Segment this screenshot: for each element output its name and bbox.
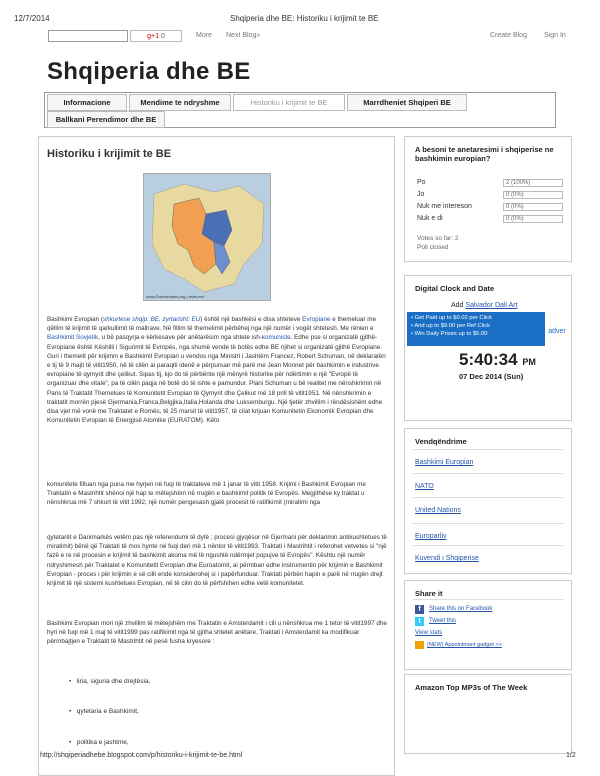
create-blog-link[interactable]: Create Blog bbox=[490, 32, 527, 39]
post-container bbox=[38, 136, 395, 776]
link-bashkimi-europian[interactable]: Bashkimi Europian bbox=[415, 459, 474, 466]
poll-widget bbox=[404, 136, 572, 262]
list-item: • liria, siguria dhe drejtësia, bbox=[69, 678, 151, 685]
link-nato[interactable]: NATO bbox=[415, 483, 434, 490]
poll-status: Poll closed bbox=[417, 244, 449, 251]
post-paragraph-1: Bashkimi Evropian (shkurtese shqip: BE, zyrtarisht: EU) është një bashkësi e disa shteteve Evropiane e themeluar me qëllim të krijimit të qarkullimit të mallrave. Në fillim të themelimit përbëhej nga një numër i vogël shtetesh. Me rënien e Bashkimit Sovjetik, u bë pasqyrja e kërkesave për anëtarësim nga shtete ish-komuniste. Edhe pse si organizatë gjithë-Evropiane është Këshilli i Sigurimit të Evropës, nga shumë vende të botës edhe BE njihet si organizatë gjithë Evropiane. Guri i themelit për krijimin e Bashkimit Evropian u vendos nga Ministri i Jashtëm Francez, Robert Schuman, në deklaratën e tij të 9 majit të vitit1950, në të cilën ai paraqiti idenë e përpunuar më parë me Jean Monnet për bashkimin e industrive evropiane të qymyrit dhe çelikut. Sipas tij, kjo do të përbënte një mënyrë historike për ndërtimin e një "Evropë të organizuar dhe vitale", pa të cilën paqja në botë do të ishte e pamundur. Plani Schuman u bë realitet me nënshkrimin në Paris të Traktatit Themelues të Komunitetit Evropian të Qymyrit dhe Çelikut më 18 prill të vitit1951. Në nënshkrimin e traktatit morrën pjesë Gjermania,Franca,Belgjika,Italia,Holanda dhe Luksemburgu. Një tjetër zhvillim i rëndësishëm edhe disa vjet më vonë me Traktatet e Romës, të 25 marsit të vitit1957, të cilat krijuan Komunitetin Ekonomik Evropian dhe Komunitetin Evropian të Energjisë Atomike (EURATOM). Këto bbox=[47, 316, 386, 425]
inline-italic-link[interactable]: shkurtese shqip: BE, zyrtarisht: EU bbox=[103, 316, 201, 323]
post-paragraph-4: Bashkimi Evropian mori një zhvillim të mëtejshëm me Traktatin e Amsterdamit i cili u nënshkrua me 1 tetor të vitit1997 dhe hyri në fuqi më 1 maj të vitit1999 pas ratifikimit nga të gjitha shtetet anëtare. Traktati i Amsterdamit ka modifikuar përmbajtjen e Traktatit të Mastrihtit në pesë fusha kryesore : bbox=[47, 620, 387, 646]
print-page-number: 1/2 bbox=[566, 752, 576, 759]
clock-widget bbox=[404, 275, 572, 421]
amazon-title: Amazon Top MP3s of The Week bbox=[415, 683, 528, 692]
poll-option-label: Nuk me intereson bbox=[417, 203, 472, 210]
clock-add-line: Add Salvador Dali Art bbox=[451, 302, 518, 309]
poll-result-bar: 0 (0%) bbox=[503, 215, 563, 223]
blogger-navbar bbox=[48, 30, 572, 44]
clock-title: Digital Clock and Date bbox=[415, 284, 495, 293]
tab-historiku[interactable]: Historiku i krijimit te BE bbox=[233, 94, 345, 111]
link-komuniste[interactable]: komuniste bbox=[261, 334, 291, 342]
share-title: Share it bbox=[415, 589, 443, 598]
facebook-icon: f bbox=[415, 605, 424, 614]
print-url: http://shqiperiadhebe.blogspot.com/p/historiku-i-krijimit-te-be.html bbox=[40, 752, 243, 759]
blog-title[interactable]: Shqiperia dhe BE bbox=[47, 58, 251, 85]
dali-art-link[interactable]: Salvador Dali Art bbox=[465, 302, 518, 309]
share-twitter-link[interactable]: Tweet this bbox=[429, 618, 457, 624]
share-widget bbox=[404, 580, 572, 670]
poll-result-bar: 0 (0%) bbox=[503, 191, 563, 199]
post-paragraph-3: qytetarët e Danimarkës vetëm pas një referendumi të dytë ; procesi gjyqësor në Gjermani për deklarimin antikushtetues të miratimit) bënë që Traktati të mos hynte në fuqi deri më 1 nëntor të vitit1993. Traktati i Mastrihtit i referohet vetvetes si "një fazë e re në procesin e krijimit të bashkimit akoma më të ngushtë ndërmjet popujve të Evropës". Kështu një numër ndryshimesh për Traktatet e Komunitetit Evropian dhe Euroatomit, ai përmban edhe instrumentin për krijimin e Bashkimit Evropian - proces i për krijimin e së cilit ende konsiderohej si i papërfunduar. Traktati përbën hapin e parë në rrugën drejt krijimit të një sistemi kushtetues Evropian, në të cilin do të përfshihen edhe vetë komunitetet. bbox=[47, 534, 387, 588]
print-date: 12/7/2014 bbox=[14, 14, 50, 23]
gadget-icon bbox=[415, 641, 424, 649]
tab-ballkani[interactable]: Ballkani Perendimor dhe BE bbox=[47, 111, 165, 128]
poll-option-label: Po bbox=[417, 179, 426, 186]
page-tabs bbox=[44, 92, 556, 128]
link-europarliv[interactable]: Europarliv bbox=[415, 533, 447, 540]
navbar-search-input[interactable] bbox=[48, 30, 128, 42]
print-title: Shqiperia dhe BE: Historiku i krijimit te BE bbox=[230, 14, 379, 23]
poll-option-label: Jo bbox=[417, 191, 425, 198]
view-stats-link[interactable]: View stats bbox=[415, 630, 443, 636]
clock-date: 07 Dec 2014 (Sun) bbox=[459, 372, 524, 381]
more-link[interactable]: More bbox=[196, 32, 212, 39]
tab-marrdheniet[interactable]: Marrdheniet Shqiperi BE bbox=[347, 94, 467, 111]
gadget-link[interactable]: (NEW) Appointment gadget >> bbox=[427, 642, 502, 648]
sign-in-link[interactable]: Sign In bbox=[544, 32, 566, 39]
poll-title: A besoni te anetaresimi i shqiperise ne bashkimin europian? bbox=[415, 145, 554, 163]
amazon-widget bbox=[404, 674, 572, 754]
post-paragraph-2: komunitete filluan nga puna me hyrjen në fuqi të traktateve më 1 janar të vitit 1958. Krijimi i Bashkimit Evropian me Traktatin e Mastrihtit shënoi një hap te mëtejshëm në rrugën e bashkimit politik të Evropës. Megjithëse ky traktat u nënshkrua më 7 shkurt të vitit 1992, një numër pengesash gjatë procesit të ratifikimit (miratimi nga bbox=[47, 481, 366, 507]
next-blog-link[interactable]: Next Blog» bbox=[226, 32, 261, 39]
clock-time: 5:40:34 PM bbox=[459, 350, 536, 369]
links-title: Vendqëndrime bbox=[415, 437, 467, 446]
europe-map-icon bbox=[144, 174, 271, 301]
list-item: • qytetaria e Bashkimit, bbox=[69, 708, 139, 715]
list-item: • politika e jashtme, bbox=[69, 739, 129, 746]
link-bashkimit-sovjetik[interactable]: Bashkimit Sovjetik bbox=[47, 334, 99, 342]
poll-option-label: Nuk e di bbox=[417, 215, 443, 222]
poll-result-bar: 2 (100%) bbox=[503, 179, 563, 187]
tab-informacione[interactable]: Informacione bbox=[47, 94, 127, 111]
ad-brand: adver bbox=[545, 312, 569, 346]
twitter-icon: t bbox=[415, 617, 424, 626]
ad-banner[interactable]: • Get Paid up to $0.02 per Click • And up to $9.00 per Ref Click • Win Daily Prizes up to $5.00 adver bbox=[407, 312, 569, 346]
links-widget bbox=[404, 428, 572, 574]
link-evropiane[interactable]: Evropiane bbox=[302, 316, 331, 323]
tab-mendime[interactable]: Mendime te ndryshme bbox=[129, 94, 231, 111]
poll-votes: Votes so far: 2 bbox=[417, 235, 459, 242]
gplus-button[interactable]: g+1 0 bbox=[130, 30, 182, 42]
link-united-nations[interactable]: United Nations bbox=[415, 507, 461, 514]
share-facebook-link[interactable]: Share this on Facebook bbox=[429, 606, 493, 612]
map-caption: www.Greekshares.org | www.net bbox=[146, 294, 204, 299]
eu-map-image bbox=[143, 173, 271, 301]
link-kuvendi[interactable]: Kuvendi i Shqiperise bbox=[415, 555, 479, 562]
post-title: Historiku i krijimit te BE bbox=[47, 148, 172, 160]
poll-result-bar: 0 (0%) bbox=[503, 203, 563, 211]
